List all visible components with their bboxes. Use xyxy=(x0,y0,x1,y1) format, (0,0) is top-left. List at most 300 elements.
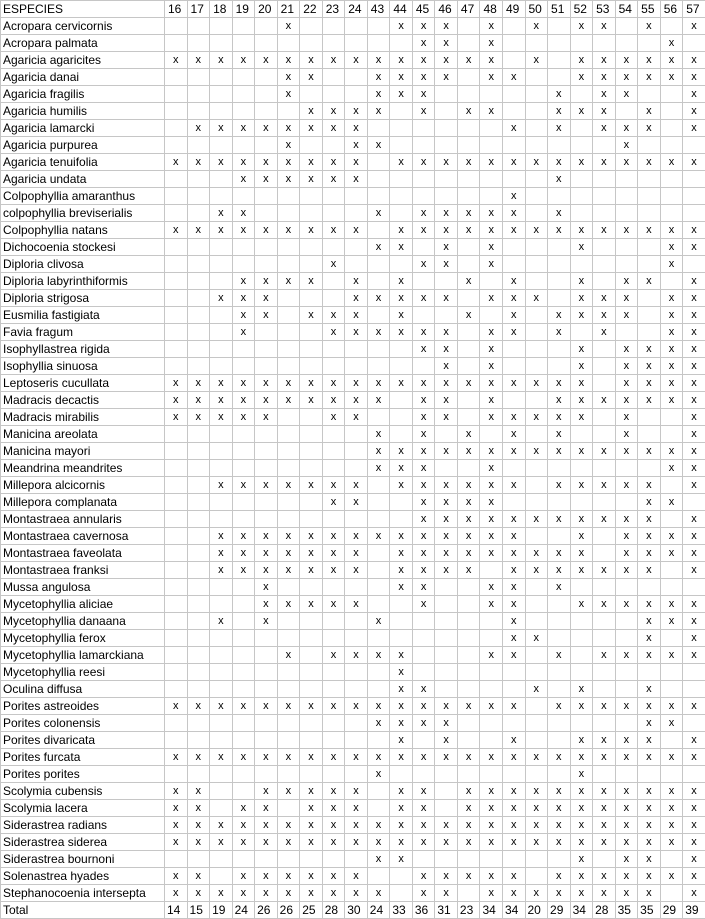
presence-cell xyxy=(480,171,503,188)
presence-cell xyxy=(277,766,300,783)
presence-cell: x xyxy=(683,732,705,749)
presence-cell xyxy=(367,188,390,205)
presence-cell xyxy=(480,188,503,205)
species-row xyxy=(1,579,705,596)
presence-cell: x xyxy=(345,392,368,409)
presence-cell: x xyxy=(412,698,435,715)
presence-cell: x xyxy=(638,375,661,392)
presence-cell: x xyxy=(390,477,413,494)
presence-cell: x xyxy=(277,477,300,494)
presence-cell: x xyxy=(435,732,458,749)
total-cell: 26 xyxy=(277,902,300,919)
presence-cell: x xyxy=(435,545,458,562)
presence-cell xyxy=(300,715,323,732)
presence-cell xyxy=(345,613,368,630)
presence-cell xyxy=(570,171,593,188)
presence-cell: x xyxy=(255,477,278,494)
presence-cell xyxy=(300,647,323,664)
presence-cell xyxy=(165,664,188,681)
presence-cell xyxy=(525,868,548,885)
species-row xyxy=(1,273,705,290)
presence-cell: x xyxy=(615,86,638,103)
presence-cell xyxy=(457,171,480,188)
presence-cell xyxy=(165,86,188,103)
presence-cell: x xyxy=(593,154,616,171)
presence-cell: x xyxy=(300,817,323,834)
presence-cell: x xyxy=(412,528,435,545)
presence-cell xyxy=(277,103,300,120)
presence-cell xyxy=(255,681,278,698)
presence-cell: x xyxy=(435,239,458,256)
presence-cell: x xyxy=(615,307,638,324)
presence-cell xyxy=(300,630,323,647)
presence-cell xyxy=(300,205,323,222)
presence-cell: x xyxy=(638,477,661,494)
presence-cell xyxy=(277,460,300,477)
presence-cell: x xyxy=(570,154,593,171)
site-column-header: 19 xyxy=(232,1,255,18)
presence-cell: x xyxy=(593,18,616,35)
presence-cell: x xyxy=(660,613,683,630)
presence-cell: x xyxy=(638,800,661,817)
presence-cell: x xyxy=(570,732,593,749)
presence-cell: x xyxy=(457,375,480,392)
presence-cell xyxy=(525,664,548,681)
presence-cell xyxy=(390,256,413,273)
presence-cell xyxy=(367,562,390,579)
presence-cell: x xyxy=(480,494,503,511)
presence-cell xyxy=(593,273,616,290)
presence-cell xyxy=(480,137,503,154)
presence-cell: x xyxy=(300,528,323,545)
presence-cell: x xyxy=(548,120,571,137)
presence-cell: x xyxy=(210,562,233,579)
presence-cell xyxy=(660,885,683,902)
total-cell: 39 xyxy=(683,902,705,919)
presence-cell xyxy=(165,137,188,154)
presence-cell xyxy=(210,188,233,205)
presence-cell xyxy=(277,358,300,375)
presence-cell xyxy=(548,137,571,154)
presence-cell xyxy=(548,460,571,477)
presence-cell: x xyxy=(638,52,661,69)
presence-cell xyxy=(187,18,210,35)
presence-cell xyxy=(255,18,278,35)
presence-cell: x xyxy=(277,69,300,86)
presence-cell: x xyxy=(480,205,503,222)
presence-cell: x xyxy=(615,341,638,358)
total-cell: 35 xyxy=(638,902,661,919)
presence-cell: x xyxy=(345,375,368,392)
presence-cell xyxy=(570,664,593,681)
presence-cell xyxy=(255,239,278,256)
total-cell: 24 xyxy=(367,902,390,919)
presence-cell xyxy=(367,358,390,375)
presence-cell xyxy=(232,103,255,120)
presence-cell xyxy=(187,851,210,868)
presence-cell xyxy=(232,188,255,205)
presence-cell: x xyxy=(435,409,458,426)
presence-cell: x xyxy=(502,120,525,137)
presence-cell: x xyxy=(187,868,210,885)
presence-cell: x xyxy=(390,562,413,579)
site-column-header: 45 xyxy=(412,1,435,18)
presence-cell: x xyxy=(593,800,616,817)
presence-cell: x xyxy=(165,392,188,409)
presence-cell: x xyxy=(390,273,413,290)
presence-cell xyxy=(435,460,458,477)
presence-cell xyxy=(255,188,278,205)
presence-cell xyxy=(165,273,188,290)
species-name: Millepora complanata xyxy=(1,494,165,511)
presence-cell: x xyxy=(210,205,233,222)
presence-cell xyxy=(435,630,458,647)
presence-cell: x xyxy=(660,256,683,273)
presence-cell xyxy=(480,715,503,732)
presence-cell xyxy=(412,171,435,188)
presence-cell xyxy=(525,103,548,120)
presence-cell: x xyxy=(187,375,210,392)
presence-cell xyxy=(457,188,480,205)
presence-cell: x xyxy=(435,698,458,715)
presence-cell: x xyxy=(255,154,278,171)
presence-cell: x xyxy=(435,715,458,732)
presence-cell: x xyxy=(660,69,683,86)
presence-cell: x xyxy=(660,341,683,358)
presence-cell: x xyxy=(570,749,593,766)
species-row xyxy=(1,715,705,732)
presence-cell: x xyxy=(412,290,435,307)
presence-cell: x xyxy=(232,800,255,817)
presence-cell xyxy=(165,511,188,528)
presence-cell: x xyxy=(367,528,390,545)
presence-cell: x xyxy=(683,596,705,613)
presence-cell: x xyxy=(615,868,638,885)
presence-cell xyxy=(187,511,210,528)
presence-cell: x xyxy=(638,630,661,647)
presence-cell xyxy=(480,426,503,443)
presence-cell xyxy=(345,239,368,256)
presence-cell xyxy=(345,205,368,222)
presence-cell: x xyxy=(457,800,480,817)
presence-cell xyxy=(457,86,480,103)
presence-cell: x xyxy=(502,630,525,647)
presence-cell: x xyxy=(165,817,188,834)
presence-cell: x xyxy=(638,273,661,290)
presence-cell xyxy=(502,256,525,273)
presence-cell: x xyxy=(255,596,278,613)
presence-cell xyxy=(367,596,390,613)
presence-cell: x xyxy=(593,749,616,766)
presence-cell xyxy=(390,613,413,630)
presence-cell xyxy=(548,494,571,511)
species-name: Madracis mirabilis xyxy=(1,409,165,426)
presence-cell: x xyxy=(412,749,435,766)
presence-cell xyxy=(525,120,548,137)
presence-cell: x xyxy=(615,290,638,307)
presence-cell: x xyxy=(457,52,480,69)
presence-cell xyxy=(345,715,368,732)
presence-cell xyxy=(593,681,616,698)
presence-cell: x xyxy=(435,511,458,528)
species-row xyxy=(1,868,705,885)
presence-cell: x xyxy=(548,307,571,324)
presence-cell xyxy=(570,426,593,443)
presence-cell xyxy=(232,766,255,783)
presence-cell xyxy=(593,239,616,256)
presence-cell: x xyxy=(367,392,390,409)
presence-cell xyxy=(255,358,278,375)
presence-cell: x xyxy=(457,494,480,511)
presence-cell xyxy=(638,290,661,307)
presence-cell xyxy=(435,766,458,783)
presence-cell: x xyxy=(367,290,390,307)
presence-cell: x xyxy=(300,307,323,324)
presence-cell xyxy=(232,358,255,375)
presence-cell: x xyxy=(502,817,525,834)
total-label: Total xyxy=(1,902,165,919)
presence-cell: x xyxy=(660,800,683,817)
presence-cell: x xyxy=(345,528,368,545)
presence-cell xyxy=(548,851,571,868)
species-name: Diploria labyrinthiformis xyxy=(1,273,165,290)
presence-cell: x xyxy=(615,375,638,392)
presence-cell: x xyxy=(255,290,278,307)
presence-cell: x xyxy=(412,562,435,579)
species-name: Montastraea franksi xyxy=(1,562,165,579)
presence-cell: x xyxy=(683,885,705,902)
presence-cell: x xyxy=(367,613,390,630)
species-row xyxy=(1,375,705,392)
site-column-header: 22 xyxy=(300,1,323,18)
presence-cell: x xyxy=(525,222,548,239)
presence-cell xyxy=(277,307,300,324)
presence-cell: x xyxy=(615,358,638,375)
presence-cell: x xyxy=(277,885,300,902)
presence-cell xyxy=(593,375,616,392)
presence-cell xyxy=(322,239,345,256)
presence-cell: x xyxy=(165,868,188,885)
presence-cell: x xyxy=(300,477,323,494)
species-name: Porites furcata xyxy=(1,749,165,766)
presence-cell: x xyxy=(277,154,300,171)
presence-cell xyxy=(232,35,255,52)
presence-cell xyxy=(277,205,300,222)
presence-cell xyxy=(187,273,210,290)
presence-cell xyxy=(570,647,593,664)
presence-cell: x xyxy=(615,154,638,171)
presence-cell: x xyxy=(187,698,210,715)
presence-cell: x xyxy=(210,477,233,494)
presence-cell: x xyxy=(435,290,458,307)
presence-cell xyxy=(277,188,300,205)
presence-cell xyxy=(548,290,571,307)
presence-cell: x xyxy=(593,69,616,86)
site-column-header: 50 xyxy=(525,1,548,18)
presence-cell xyxy=(435,137,458,154)
presence-cell: x xyxy=(683,307,705,324)
presence-cell: x xyxy=(300,392,323,409)
presence-cell xyxy=(210,579,233,596)
presence-cell xyxy=(525,86,548,103)
presence-cell xyxy=(480,681,503,698)
presence-cell: x xyxy=(570,596,593,613)
presence-cell xyxy=(412,664,435,681)
presence-cell xyxy=(660,426,683,443)
presence-cell xyxy=(165,324,188,341)
presence-cell: x xyxy=(435,868,458,885)
presence-cell xyxy=(300,664,323,681)
presence-cell xyxy=(570,460,593,477)
presence-cell: x xyxy=(593,817,616,834)
species-name: Favia fragum xyxy=(1,324,165,341)
presence-cell xyxy=(322,664,345,681)
presence-cell: x xyxy=(412,443,435,460)
presence-cell xyxy=(638,256,661,273)
presence-cell xyxy=(165,426,188,443)
presence-cell: x xyxy=(525,681,548,698)
presence-cell xyxy=(165,188,188,205)
presence-cell: x xyxy=(390,749,413,766)
presence-cell xyxy=(345,851,368,868)
presence-cell xyxy=(322,273,345,290)
presence-cell xyxy=(435,783,458,800)
presence-cell: x xyxy=(660,375,683,392)
presence-cell: x xyxy=(367,375,390,392)
presence-cell: x xyxy=(412,800,435,817)
presence-cell xyxy=(232,664,255,681)
total-cell: 29 xyxy=(660,902,683,919)
presence-cell: x xyxy=(683,460,705,477)
presence-cell: x xyxy=(615,732,638,749)
presence-cell: x xyxy=(345,800,368,817)
presence-cell xyxy=(345,358,368,375)
presence-cell xyxy=(435,613,458,630)
presence-cell: x xyxy=(638,698,661,715)
presence-cell: x xyxy=(615,545,638,562)
presence-cell: x xyxy=(457,528,480,545)
presence-cell: x xyxy=(638,154,661,171)
presence-cell: x xyxy=(683,443,705,460)
presence-cell xyxy=(210,681,233,698)
presence-cell: x xyxy=(615,426,638,443)
presence-cell xyxy=(345,443,368,460)
presence-cell xyxy=(593,528,616,545)
presence-cell: x xyxy=(457,545,480,562)
presence-cell xyxy=(457,392,480,409)
presence-cell xyxy=(367,307,390,324)
presence-cell: x xyxy=(255,783,278,800)
presence-cell: x xyxy=(322,749,345,766)
header-row xyxy=(1,1,705,18)
presence-cell: x xyxy=(480,69,503,86)
presence-cell xyxy=(502,681,525,698)
presence-cell xyxy=(548,715,571,732)
presence-cell xyxy=(345,341,368,358)
presence-cell: x xyxy=(412,783,435,800)
presence-cell xyxy=(390,511,413,528)
presence-cell xyxy=(457,715,480,732)
presence-cell xyxy=(345,681,368,698)
presence-cell xyxy=(187,732,210,749)
presence-cell xyxy=(390,885,413,902)
presence-cell xyxy=(638,579,661,596)
presence-cell: x xyxy=(660,698,683,715)
presence-cell: x xyxy=(615,52,638,69)
presence-cell xyxy=(502,103,525,120)
presence-cell: x xyxy=(525,800,548,817)
presence-cell: x xyxy=(367,69,390,86)
presence-cell xyxy=(300,239,323,256)
presence-cell: x xyxy=(277,171,300,188)
presence-cell: x xyxy=(480,511,503,528)
presence-cell: x xyxy=(390,732,413,749)
presence-cell: x xyxy=(480,290,503,307)
presence-cell: x xyxy=(345,545,368,562)
presence-cell: x xyxy=(390,154,413,171)
presence-cell xyxy=(322,341,345,358)
presence-cell xyxy=(457,579,480,596)
presence-cell: x xyxy=(255,817,278,834)
presence-cell xyxy=(638,86,661,103)
presence-cell: x xyxy=(548,817,571,834)
presence-cell: x xyxy=(570,273,593,290)
presence-cell: x xyxy=(502,324,525,341)
presence-cell: x xyxy=(210,817,233,834)
presence-cell: x xyxy=(593,885,616,902)
presence-cell xyxy=(457,137,480,154)
presence-cell: x xyxy=(412,392,435,409)
presence-cell: x xyxy=(277,392,300,409)
species-name: Eusmilia fastigiata xyxy=(1,307,165,324)
presence-cell xyxy=(660,511,683,528)
presence-cell xyxy=(210,324,233,341)
presence-cell: x xyxy=(525,52,548,69)
presence-cell xyxy=(660,273,683,290)
presence-cell xyxy=(345,511,368,528)
presence-cell xyxy=(165,239,188,256)
presence-cell xyxy=(525,477,548,494)
presence-cell: x xyxy=(232,375,255,392)
presence-cell: x xyxy=(525,783,548,800)
presence-cell: x xyxy=(480,647,503,664)
presence-cell xyxy=(638,307,661,324)
presence-cell: x xyxy=(322,562,345,579)
presence-cell: x xyxy=(367,647,390,664)
total-cell: 25 xyxy=(300,902,323,919)
presence-cell: x xyxy=(345,409,368,426)
presence-cell: x xyxy=(277,749,300,766)
presence-cell: x xyxy=(502,783,525,800)
presence-cell: x xyxy=(412,511,435,528)
presence-cell xyxy=(232,460,255,477)
species-row xyxy=(1,86,705,103)
species-name: Agaricia humilis xyxy=(1,103,165,120)
presence-cell: x xyxy=(187,409,210,426)
presence-cell xyxy=(615,460,638,477)
presence-cell: x xyxy=(412,52,435,69)
presence-cell xyxy=(480,307,503,324)
presence-cell xyxy=(232,494,255,511)
presence-cell xyxy=(570,188,593,205)
presence-cell: x xyxy=(165,783,188,800)
presence-cell: x xyxy=(367,851,390,868)
species-row xyxy=(1,290,705,307)
presence-cell: x xyxy=(232,817,255,834)
presence-cell xyxy=(187,256,210,273)
presence-cell xyxy=(615,613,638,630)
presence-cell: x xyxy=(570,766,593,783)
